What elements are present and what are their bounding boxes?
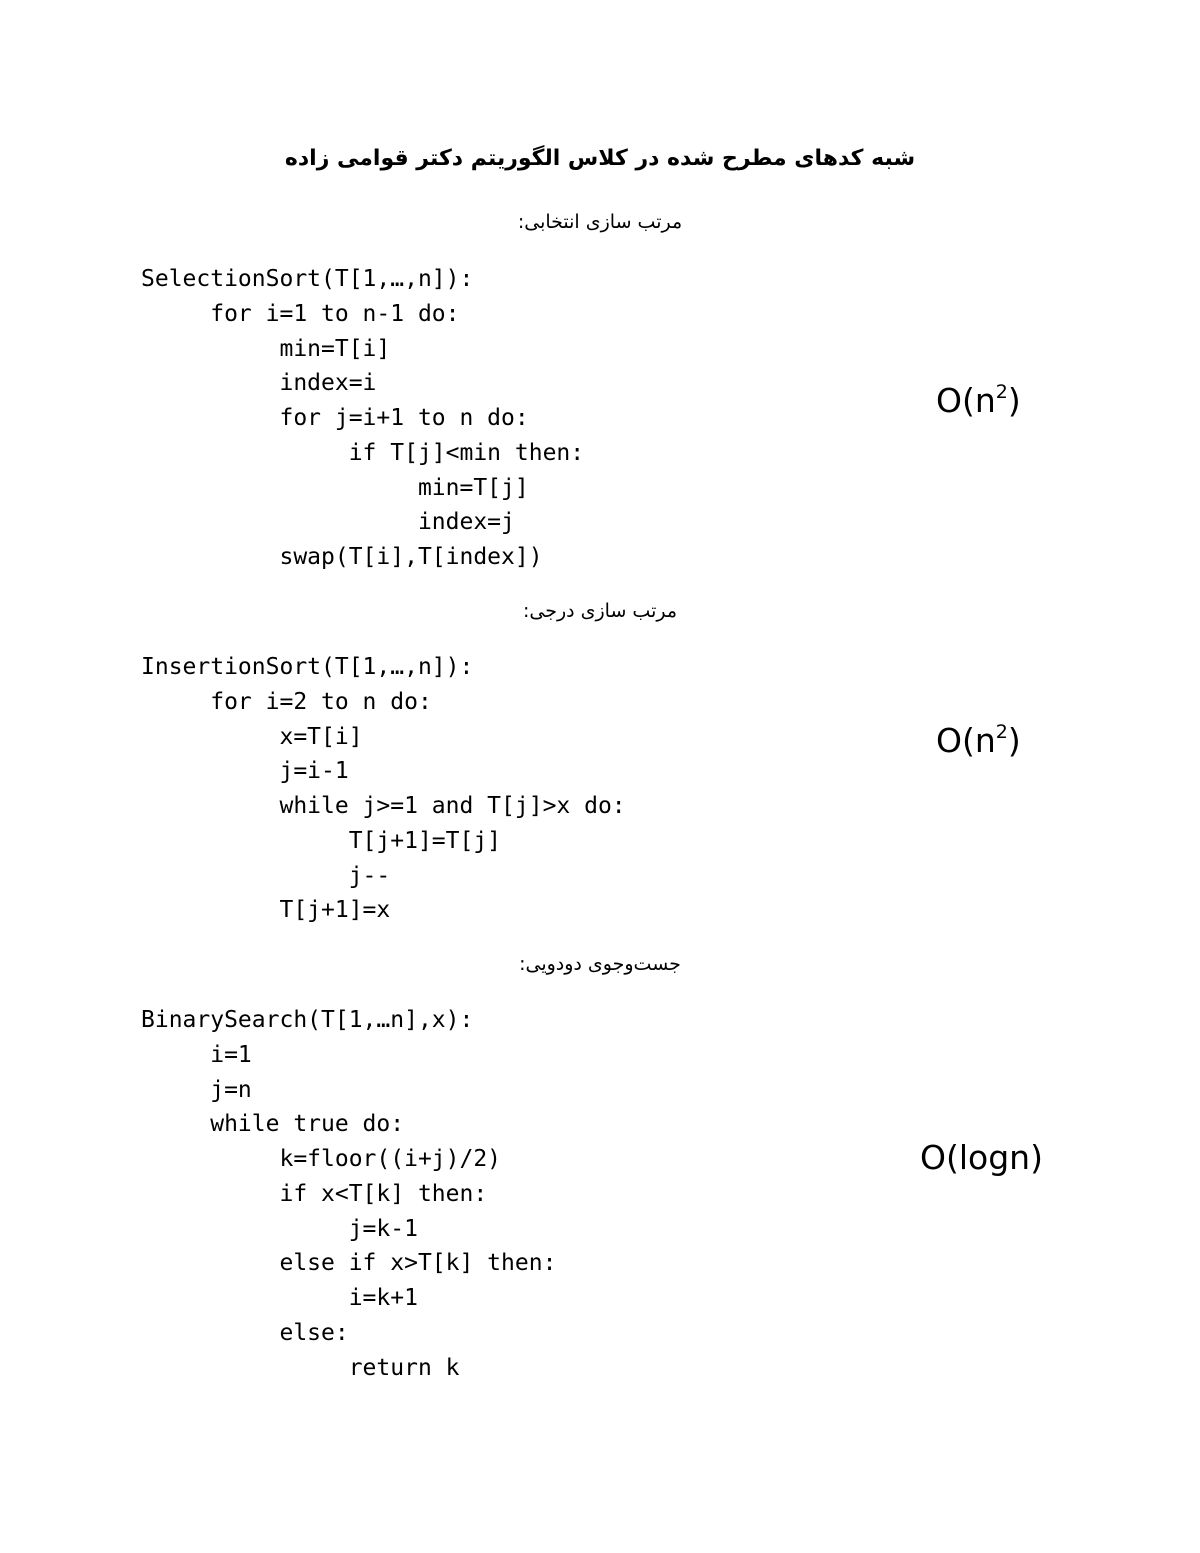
- complexity-binary-search: O(logn): [920, 1138, 1043, 1177]
- code-block-binary-search: [141, 1003, 556, 1385]
- code-line: index=i: [141, 370, 377, 397]
- code-line: j=i-1: [141, 758, 349, 785]
- code-line: while true do:: [141, 1111, 405, 1138]
- code-line: i=1: [141, 1041, 252, 1068]
- code-line: else:: [141, 1319, 349, 1346]
- code-line: j--: [141, 862, 391, 889]
- section-heading-selection-sort: مرتب سازی انتخابی:: [517, 211, 683, 233]
- code-line: InsertionSort(T[1,…,n]):: [141, 654, 474, 680]
- code-line: j=n: [141, 1076, 252, 1103]
- code-line: SelectionSort(T[1,…,n]):: [141, 266, 474, 292]
- code-line: for j=i+1 to n do:: [141, 405, 529, 431]
- code-line: k=floor((i+j)/2): [141, 1146, 502, 1172]
- code-block-selection-sort: [141, 262, 584, 575]
- code-line: j=k-1: [141, 1215, 418, 1242]
- code-line: T[j+1]=T[j]: [141, 827, 502, 854]
- complexity-insertion-sort: $O(n^2)$: [936, 721, 1021, 760]
- section-heading-insertion-sort: مرتب سازی درجی:: [522, 600, 678, 622]
- code-line: if T[j]<min then:: [141, 439, 585, 466]
- code-line: BinarySearch(T[1,…n],x):: [141, 1007, 474, 1033]
- code-line: x=T[i]: [141, 723, 363, 750]
- section-heading-binary-search: جست‌وجوی دودویی:: [519, 953, 681, 975]
- code-line: i=k+1: [141, 1285, 418, 1311]
- complexity-selection-sort: $O(n^2)$: [936, 381, 1021, 420]
- code-line: T[j+1]=x: [141, 897, 391, 924]
- code-line: min=T[j]: [141, 474, 529, 501]
- code-line: for i=2 to n do:: [141, 688, 432, 715]
- code-line: if x<T[k] then:: [141, 1180, 488, 1207]
- code-line: for i=1 to n-1 do:: [141, 300, 460, 327]
- code-line: index=j: [141, 509, 515, 536]
- code-line: min=T[i]: [141, 335, 391, 362]
- page-title: شبه کدهای مطرح شده در کلاس الگوریتم دکتر قوامی زاده: [284, 146, 916, 171]
- code-line: return k: [141, 1354, 460, 1381]
- code-line: swap(T[i],T[index]): [141, 544, 543, 570]
- code-block-insertion-sort: [141, 650, 626, 928]
- code-line: while j>=1 and T[j]>x do:: [141, 793, 626, 819]
- code-line: else if x>T[k] then:: [141, 1250, 557, 1277]
